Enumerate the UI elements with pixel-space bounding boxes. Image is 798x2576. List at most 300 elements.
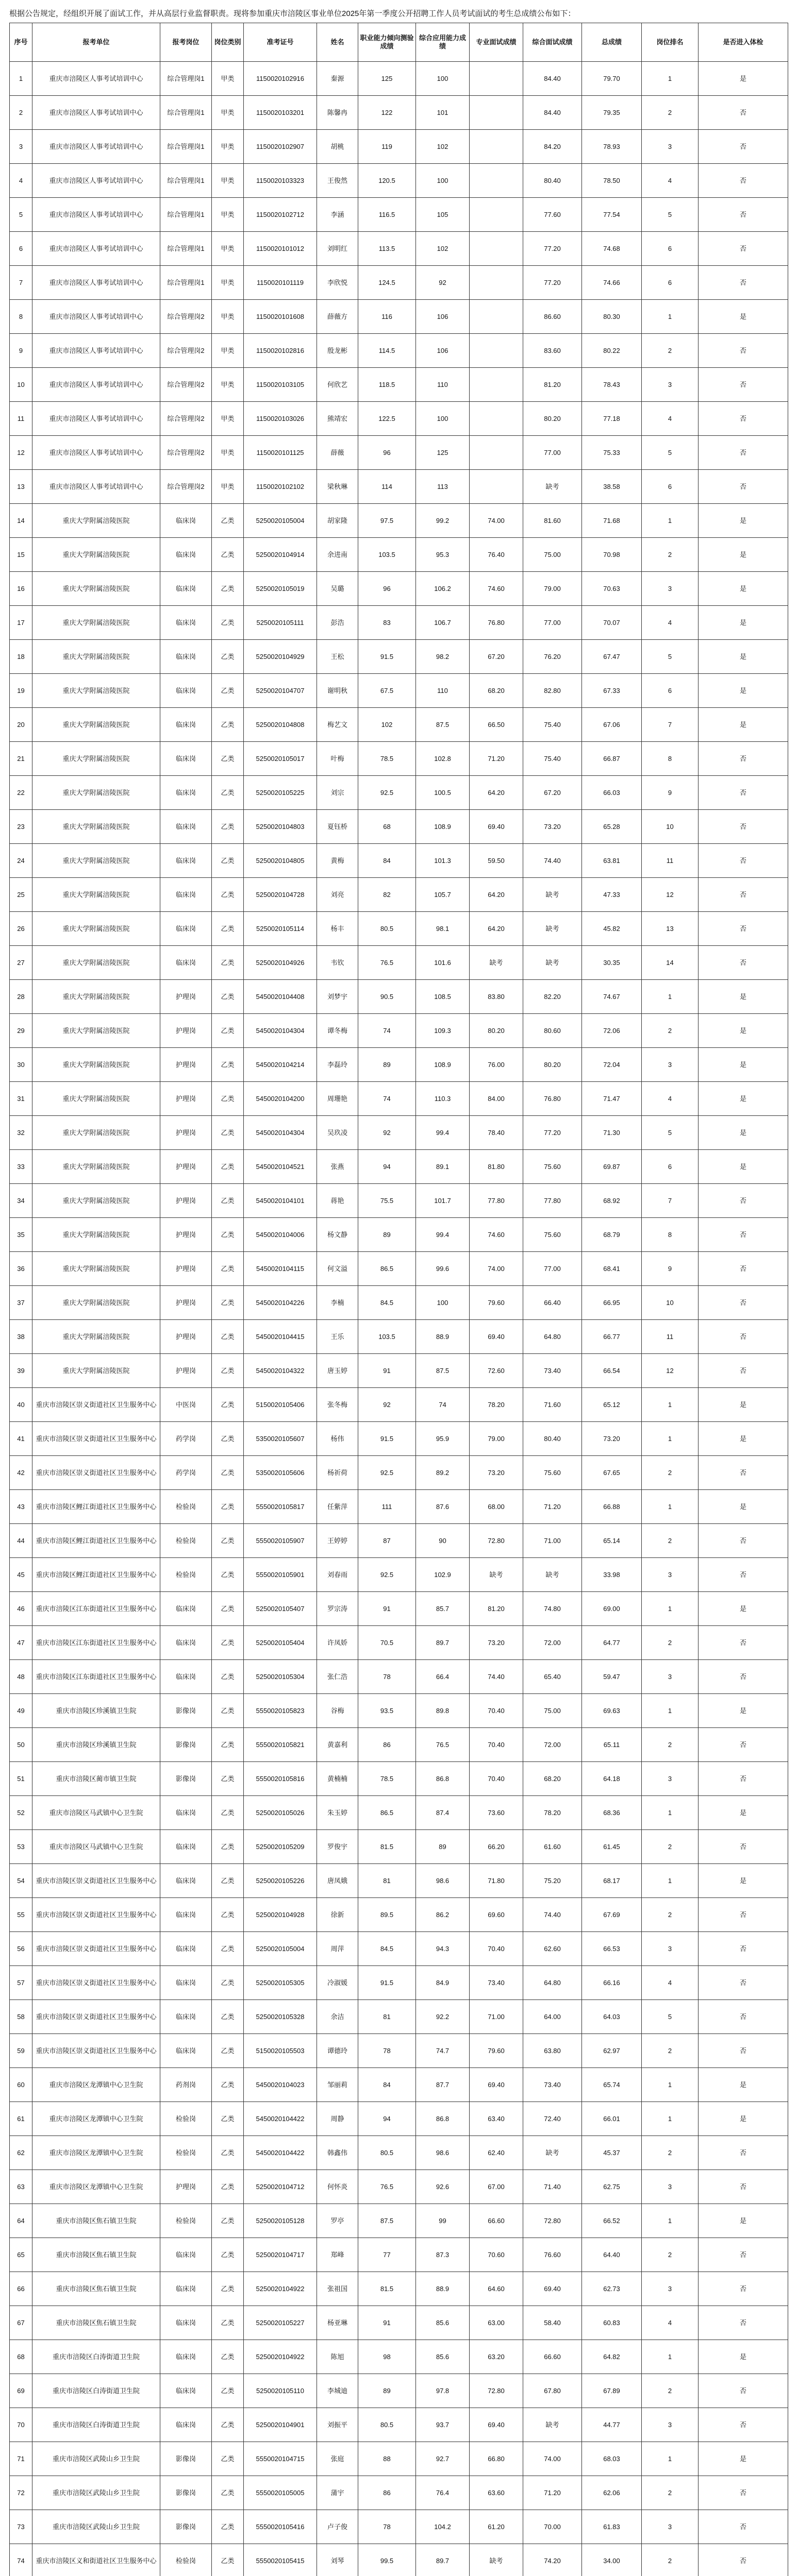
cell-physical-exam: 是 [699, 2068, 788, 2102]
cell-aptitude-score: 91 [358, 2306, 416, 2340]
cell-position: 检验岗 [160, 2204, 212, 2238]
cell-application-score: 110 [416, 674, 470, 708]
cell-physical-exam: 否 [699, 1728, 788, 1762]
cell-name: 黄楠楠 [317, 1762, 358, 1796]
cell-index: 67 [10, 2306, 32, 2340]
cell-aptitude-score: 93.5 [358, 1694, 416, 1728]
cell-name: 周珊艳 [317, 1082, 358, 1116]
cell-name: 王俊然 [317, 164, 358, 198]
cell-aptitude-score: 120.5 [358, 164, 416, 198]
cell-physical-exam: 是 [699, 1422, 788, 1456]
table-row [10, 1218, 788, 1252]
cell-application-score: 99.6 [416, 1252, 470, 1286]
table-row [10, 810, 788, 844]
cell-index: 7 [10, 266, 32, 300]
cell-application-score: 92.7 [416, 2442, 470, 2476]
cell-rank: 14 [642, 946, 699, 980]
cell-total-score: 63.81 [582, 844, 642, 878]
cell-general-interview: 65.40 [523, 1660, 582, 1694]
cell-application-score: 92.6 [416, 2170, 470, 2204]
cell-unit: 重庆市涪陵区鲤江街道社区卫生服务中心 [32, 1490, 160, 1524]
cell-index: 68 [10, 2340, 32, 2374]
cell-index: 12 [10, 436, 32, 470]
cell-position: 临床岗 [160, 1830, 212, 1864]
cell-aptitude-score: 119 [358, 130, 416, 164]
cell-category: 乙类 [212, 1422, 244, 1456]
cell-total-score: 73.20 [582, 1422, 642, 1456]
cell-category: 乙类 [212, 1694, 244, 1728]
cell-physical-exam: 是 [699, 1694, 788, 1728]
cell-exam-number: 5450020104521 [244, 1150, 317, 1184]
cell-application-score: 87.5 [416, 708, 470, 742]
cell-application-score: 100 [416, 1286, 470, 1320]
cell-index: 21 [10, 742, 32, 776]
cell-name: 徐新 [317, 1898, 358, 1932]
cell-general-interview: 77.20 [523, 266, 582, 300]
cell-physical-exam: 否 [699, 1218, 788, 1252]
cell-rank: 2 [642, 2136, 699, 2170]
cell-category: 乙类 [212, 2034, 244, 2068]
cell-index: 31 [10, 1082, 32, 1116]
cell-general-interview: 80.60 [523, 1014, 582, 1048]
cell-exam-number: 5450020104226 [244, 1286, 317, 1320]
cell-general-interview: 71.60 [523, 1388, 582, 1422]
cell-index: 3 [10, 130, 32, 164]
cell-exam-number: 5250020105128 [244, 2204, 317, 2238]
cell-professional-interview: 74.00 [470, 504, 523, 538]
cell-total-score: 78.43 [582, 368, 642, 402]
cell-rank: 2 [642, 1456, 699, 1490]
cell-name: 谢明秋 [317, 674, 358, 708]
cell-total-score: 64.82 [582, 2340, 642, 2374]
cell-application-score: 100 [416, 164, 470, 198]
cell-name: 蒋艳 [317, 1184, 358, 1218]
cell-rank: 4 [642, 1082, 699, 1116]
cell-rank: 5 [642, 2000, 699, 2034]
cell-rank: 1 [642, 2102, 699, 2136]
cell-application-score: 99.4 [416, 1116, 470, 1150]
cell-application-score: 106 [416, 334, 470, 368]
cell-position: 临床岗 [160, 2340, 212, 2374]
cell-unit: 重庆大学附属涪陵医院 [32, 538, 160, 572]
cell-rank: 1 [642, 1796, 699, 1830]
cell-aptitude-score: 84 [358, 844, 416, 878]
cell-total-score: 69.63 [582, 1694, 642, 1728]
cell-name: 叶梅 [317, 742, 358, 776]
cell-category: 乙类 [212, 1184, 244, 1218]
table-row [10, 946, 788, 980]
cell-total-score: 66.88 [582, 1490, 642, 1524]
cell-total-score: 68.92 [582, 1184, 642, 1218]
cell-exam-number: 5150020105503 [244, 2034, 317, 2068]
cell-general-interview: 77.60 [523, 198, 582, 232]
table-row [10, 2374, 788, 2408]
col-header-category: 岗位类别 [212, 23, 244, 62]
cell-professional-interview: 63.40 [470, 2102, 523, 2136]
cell-general-interview: 62.60 [523, 1932, 582, 1966]
cell-position: 临床岗 [160, 1966, 212, 2000]
cell-name: 卢子俊 [317, 2510, 358, 2544]
cell-general-interview: 缺考 [523, 946, 582, 980]
cell-rank: 1 [642, 1694, 699, 1728]
cell-rank: 6 [642, 266, 699, 300]
cell-professional-interview [470, 300, 523, 334]
cell-unit: 重庆市涪陵区义和街道社区卫生服务中心 [32, 2544, 160, 2576]
cell-unit: 重庆市涪陵区人事考试培训中心 [32, 300, 160, 334]
cell-application-score: 108.9 [416, 1048, 470, 1082]
cell-total-score: 69.00 [582, 1592, 642, 1626]
cell-physical-exam: 是 [699, 504, 788, 538]
cell-position: 影像岗 [160, 2442, 212, 2476]
cell-total-score: 70.98 [582, 538, 642, 572]
cell-index: 9 [10, 334, 32, 368]
cell-professional-interview: 63.20 [470, 2340, 523, 2374]
cell-general-interview: 66.60 [523, 2340, 582, 2374]
cell-physical-exam: 是 [699, 674, 788, 708]
cell-physical-exam: 否 [699, 912, 788, 946]
cell-name: 王婷婷 [317, 1524, 358, 1558]
cell-index: 46 [10, 1592, 32, 1626]
cell-aptitude-score: 91.5 [358, 1966, 416, 2000]
cell-total-score: 69.87 [582, 1150, 642, 1184]
cell-position: 临床岗 [160, 912, 212, 946]
table-row [10, 2102, 788, 2136]
cell-name: 周萍 [317, 1932, 358, 1966]
cell-professional-interview: 66.60 [470, 2204, 523, 2238]
cell-total-score: 62.97 [582, 2034, 642, 2068]
cell-rank: 4 [642, 402, 699, 436]
cell-aptitude-score: 78.5 [358, 742, 416, 776]
cell-aptitude-score: 81 [358, 2000, 416, 2034]
cell-name: 许凤娇 [317, 1626, 358, 1660]
cell-rank: 6 [642, 470, 699, 504]
cell-general-interview: 72.00 [523, 1728, 582, 1762]
cell-position: 综合管理岗1 [160, 232, 212, 266]
cell-category: 甲类 [212, 232, 244, 266]
cell-application-score: 104.2 [416, 2510, 470, 2544]
cell-index: 62 [10, 2136, 32, 2170]
table-row [10, 1966, 788, 2000]
table-row [10, 640, 788, 674]
cell-index: 8 [10, 300, 32, 334]
cell-name: 冷淑媛 [317, 1966, 358, 2000]
cell-position: 影像岗 [160, 2476, 212, 2510]
cell-aptitude-score: 80.5 [358, 2408, 416, 2442]
cell-general-interview: 缺考 [523, 912, 582, 946]
cell-professional-interview: 72.60 [470, 1354, 523, 1388]
cell-unit: 重庆市涪陵区崇义街道社区卫生服务中心 [32, 2000, 160, 2034]
cell-name: 何文溢 [317, 1252, 358, 1286]
cell-index: 27 [10, 946, 32, 980]
cell-index: 40 [10, 1388, 32, 1422]
cell-category: 乙类 [212, 606, 244, 640]
cell-aptitude-score: 96 [358, 572, 416, 606]
cell-aptitude-score: 103.5 [358, 1320, 416, 1354]
table-row [10, 164, 788, 198]
cell-name: 陈旭 [317, 2340, 358, 2374]
table-row [10, 266, 788, 300]
cell-professional-interview [470, 436, 523, 470]
cell-name: 刘琴 [317, 2544, 358, 2576]
cell-professional-interview [470, 232, 523, 266]
cell-unit: 重庆市涪陵区人事考试培训中心 [32, 164, 160, 198]
cell-application-score: 89.7 [416, 1626, 470, 1660]
cell-physical-exam: 否 [699, 810, 788, 844]
cell-general-interview: 84.20 [523, 130, 582, 164]
cell-total-score: 59.47 [582, 1660, 642, 1694]
cell-index: 72 [10, 2476, 32, 2510]
cell-index: 33 [10, 1150, 32, 1184]
cell-name: 杨丰 [317, 912, 358, 946]
cell-rank: 4 [642, 164, 699, 198]
cell-physical-exam: 否 [699, 1898, 788, 1932]
cell-index: 61 [10, 2102, 32, 2136]
cell-professional-interview [470, 198, 523, 232]
cell-rank: 11 [642, 1320, 699, 1354]
cell-application-score: 106 [416, 300, 470, 334]
cell-application-score: 100.5 [416, 776, 470, 810]
cell-name: 刘振平 [317, 2408, 358, 2442]
cell-professional-interview: 70.60 [470, 2238, 523, 2272]
cell-application-score: 89.2 [416, 1456, 470, 1490]
cell-rank: 2 [642, 1898, 699, 1932]
cell-application-score: 100 [416, 62, 470, 96]
cell-general-interview: 缺考 [523, 2408, 582, 2442]
cell-index: 54 [10, 1864, 32, 1898]
cell-application-score: 92 [416, 266, 470, 300]
table-row [10, 96, 788, 130]
cell-exam-number: 5250020104717 [244, 2238, 317, 2272]
cell-aptitude-score: 87.5 [358, 2204, 416, 2238]
cell-total-score: 45.82 [582, 912, 642, 946]
cell-professional-interview: 76.80 [470, 606, 523, 640]
cell-rank: 2 [642, 1626, 699, 1660]
cell-rank: 10 [642, 810, 699, 844]
cell-physical-exam: 否 [699, 1184, 788, 1218]
cell-name: 邹丽莉 [317, 2068, 358, 2102]
cell-professional-interview [470, 266, 523, 300]
cell-aptitude-score: 89 [358, 1048, 416, 1082]
cell-name: 刘春雨 [317, 1558, 358, 1592]
cell-application-score: 88.9 [416, 1320, 470, 1354]
cell-professional-interview: 74.60 [470, 1218, 523, 1252]
table-row [10, 2238, 788, 2272]
table-row [10, 368, 788, 402]
cell-exam-number: 5450020104304 [244, 1014, 317, 1048]
cell-application-score: 87.7 [416, 2068, 470, 2102]
cell-physical-exam: 否 [699, 2374, 788, 2408]
cell-exam-number: 5250020105407 [244, 1592, 317, 1626]
cell-aptitude-score: 91.5 [358, 640, 416, 674]
cell-unit: 重庆大学附属涪陵医院 [32, 912, 160, 946]
cell-aptitude-score: 92 [358, 1116, 416, 1150]
cell-professional-interview: 缺考 [470, 1558, 523, 1592]
cell-index: 63 [10, 2170, 32, 2204]
cell-physical-exam: 否 [699, 1456, 788, 1490]
cell-rank: 4 [642, 1966, 699, 2000]
cell-physical-exam: 是 [699, 980, 788, 1014]
cell-name: 夏钰桥 [317, 810, 358, 844]
cell-category: 甲类 [212, 266, 244, 300]
table-row [10, 1456, 788, 1490]
cell-index: 51 [10, 1762, 32, 1796]
table-row [10, 2000, 788, 2034]
cell-rank: 2 [642, 1524, 699, 1558]
cell-physical-exam: 否 [699, 1966, 788, 2000]
cell-exam-number: 5550020104715 [244, 2442, 317, 2476]
cell-index: 38 [10, 1320, 32, 1354]
cell-physical-exam: 是 [699, 1150, 788, 1184]
cell-general-interview: 71.40 [523, 2170, 582, 2204]
cell-name: 张冬梅 [317, 1388, 358, 1422]
cell-professional-interview: 69.40 [470, 2068, 523, 2102]
col-header-general-interview: 综合面试成绩 [523, 23, 582, 62]
cell-position: 护理岗 [160, 1048, 212, 1082]
cell-unit: 重庆大学附属涪陵医院 [32, 1320, 160, 1354]
cell-position: 检验岗 [160, 2102, 212, 2136]
cell-category: 甲类 [212, 436, 244, 470]
cell-position: 护理岗 [160, 1286, 212, 1320]
cell-exam-number: 5250020104805 [244, 844, 317, 878]
cell-unit: 重庆市涪陵区龙潭镇中心卫生院 [32, 2102, 160, 2136]
cell-professional-interview: 78.40 [470, 1116, 523, 1150]
cell-application-score: 85.6 [416, 2306, 470, 2340]
cell-index: 17 [10, 606, 32, 640]
cell-general-interview: 75.60 [523, 1218, 582, 1252]
cell-name: 蒲宇 [317, 2476, 358, 2510]
cell-general-interview: 72.40 [523, 2102, 582, 2136]
cell-aptitude-score: 67.5 [358, 674, 416, 708]
cell-name: 杨祈荷 [317, 1456, 358, 1490]
col-header-index: 序号 [10, 23, 32, 62]
cell-name: 秦源 [317, 62, 358, 96]
intro-text: 根据公告规定，经组织开展了面试工作，并从高层行业监督职责。现将参加重庆市涪陵区事业单位2025年第一季度公开招聘工作人员考试面试的考生总成绩公布如下： [9, 9, 576, 18]
cell-general-interview: 67.80 [523, 2374, 582, 2408]
cell-rank: 3 [642, 2510, 699, 2544]
cell-professional-interview [470, 130, 523, 164]
cell-category: 乙类 [212, 2374, 244, 2408]
cell-exam-number: 5450020104101 [244, 1184, 317, 1218]
cell-total-score: 66.87 [582, 742, 642, 776]
cell-position: 临床岗 [160, 606, 212, 640]
cell-general-interview: 73.20 [523, 810, 582, 844]
cell-general-interview: 76.80 [523, 1082, 582, 1116]
cell-rank: 8 [642, 742, 699, 776]
cell-name: 胡家隆 [317, 504, 358, 538]
cell-exam-number: 5250020105111 [244, 606, 317, 640]
cell-name: 薛薇方 [317, 300, 358, 334]
cell-category: 乙类 [212, 640, 244, 674]
cell-physical-exam: 是 [699, 538, 788, 572]
cell-professional-interview [470, 470, 523, 504]
table-row [10, 878, 788, 912]
cell-exam-number: 5350020105606 [244, 1456, 317, 1490]
cell-unit: 重庆大学附属涪陵医院 [32, 1184, 160, 1218]
cell-name: 刘宗 [317, 776, 358, 810]
cell-position: 影像岗 [160, 1762, 212, 1796]
cell-index: 29 [10, 1014, 32, 1048]
cell-physical-exam: 是 [699, 1014, 788, 1048]
cell-unit: 重庆大学附属涪陵医院 [32, 1082, 160, 1116]
table-row [10, 572, 788, 606]
cell-rank: 2 [642, 1830, 699, 1864]
cell-exam-number: 5250020104707 [244, 674, 317, 708]
cell-exam-number: 5250020105404 [244, 1626, 317, 1660]
cell-index: 36 [10, 1252, 32, 1286]
table-row [10, 1320, 788, 1354]
cell-physical-exam: 否 [699, 198, 788, 232]
table-row [10, 1184, 788, 1218]
table-row [10, 402, 788, 436]
cell-category: 乙类 [212, 1864, 244, 1898]
cell-exam-number: 1150020101012 [244, 232, 317, 266]
cell-general-interview: 69.40 [523, 2272, 582, 2306]
cell-position: 临床岗 [160, 640, 212, 674]
cell-exam-number: 5250020104728 [244, 878, 317, 912]
cell-application-score: 102.8 [416, 742, 470, 776]
cell-aptitude-score: 97.5 [358, 504, 416, 538]
cell-category: 乙类 [212, 1286, 244, 1320]
cell-position: 临床岗 [160, 1796, 212, 1830]
cell-application-score: 98.6 [416, 1864, 470, 1898]
cell-total-score: 79.70 [582, 62, 642, 96]
cell-rank: 3 [642, 1048, 699, 1082]
cell-aptitude-score: 84 [358, 2068, 416, 2102]
table-row [10, 1558, 788, 1592]
cell-professional-interview: 70.40 [470, 1728, 523, 1762]
cell-unit: 重庆大学附属涪陵医院 [32, 776, 160, 810]
cell-general-interview: 73.40 [523, 1354, 582, 1388]
cell-exam-number: 5250020105114 [244, 912, 317, 946]
cell-position: 影像岗 [160, 2510, 212, 2544]
cell-unit: 重庆市涪陵区人事考试培训中心 [32, 334, 160, 368]
cell-total-score: 64.77 [582, 1626, 642, 1660]
cell-exam-number: 1150020103026 [244, 402, 317, 436]
cell-name: 张祖国 [317, 2272, 358, 2306]
cell-rank: 2 [642, 538, 699, 572]
cell-exam-number: 5550020105415 [244, 2544, 317, 2576]
cell-index: 71 [10, 2442, 32, 2476]
cell-exam-number: 5450020104322 [244, 1354, 317, 1388]
cell-general-interview: 84.40 [523, 96, 582, 130]
cell-unit: 重庆市涪陵区龙潭镇中心卫生院 [32, 2170, 160, 2204]
cell-category: 乙类 [212, 1252, 244, 1286]
cell-unit: 重庆大学附属涪陵医院 [32, 1354, 160, 1388]
cell-aptitude-score: 78 [358, 1660, 416, 1694]
table-row [10, 232, 788, 266]
cell-index: 64 [10, 2204, 32, 2238]
cell-exam-number: 5250020104922 [244, 2340, 317, 2374]
cell-position: 护理岗 [160, 980, 212, 1014]
cell-exam-number: 1150020103105 [244, 368, 317, 402]
cell-name: 黄嘉利 [317, 1728, 358, 1762]
cell-professional-interview: 63.00 [470, 2306, 523, 2340]
cell-unit: 重庆市涪陵区人事考试培训中心 [32, 62, 160, 96]
table-row [10, 606, 788, 640]
cell-rank: 1 [642, 62, 699, 96]
cell-aptitude-score: 92.5 [358, 776, 416, 810]
cell-professional-interview: 61.20 [470, 2510, 523, 2544]
cell-category: 甲类 [212, 198, 244, 232]
cell-unit: 重庆市涪陵区鲤江街道社区卫生服务中心 [32, 1524, 160, 1558]
cell-position: 影像岗 [160, 1728, 212, 1762]
cell-category: 甲类 [212, 164, 244, 198]
cell-total-score: 38.58 [582, 470, 642, 504]
cell-professional-interview: 68.20 [470, 674, 523, 708]
cell-index: 26 [10, 912, 32, 946]
cell-index: 60 [10, 2068, 32, 2102]
cell-category: 乙类 [212, 776, 244, 810]
